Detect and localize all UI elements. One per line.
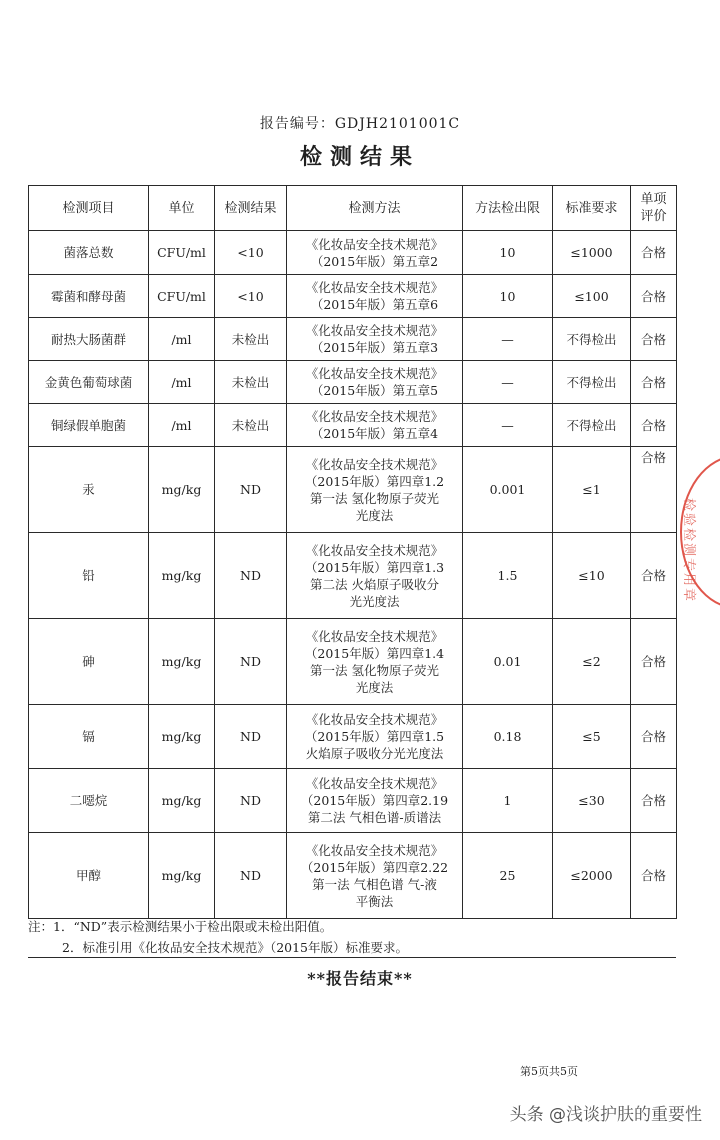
cell-method: 《化妆品安全技术规范》 （2015年版）第四章1.3 第二法 火焰原子吸收分 光光度法 bbox=[287, 533, 463, 619]
cell-unit: CFU/ml bbox=[149, 275, 215, 318]
note-line: 2．标准引用《化妆品安全技术规范》（2015年版）标准要求。 bbox=[62, 940, 409, 955]
cell-item: 铜绿假单胞菌 bbox=[29, 404, 149, 447]
table-row bbox=[29, 769, 677, 833]
cell-unit: mg/kg bbox=[149, 769, 215, 833]
cell-verdict: 合格 bbox=[631, 447, 677, 533]
watermark: 头条 @浅谈护肤的重要性 bbox=[509, 1105, 702, 1125]
cell-unit: mg/kg bbox=[149, 833, 215, 919]
column-header: 检测结果 bbox=[215, 186, 287, 231]
cell-verdict: 合格 bbox=[631, 833, 677, 919]
cell-method: 《化妆品安全技术规范》 （2015年版）第五章4 bbox=[287, 404, 463, 447]
table-row bbox=[29, 833, 677, 919]
column-header: 单位 bbox=[149, 186, 215, 231]
cell-verdict: 合格 bbox=[631, 275, 677, 318]
cell-item: 耐热大肠菌群 bbox=[29, 318, 149, 361]
cell-unit: /ml bbox=[149, 361, 215, 404]
cell-result: <10 bbox=[215, 231, 287, 275]
cell-unit: CFU/ml bbox=[149, 231, 215, 275]
cell-result: ND bbox=[215, 769, 287, 833]
cell-result: 未检出 bbox=[215, 318, 287, 361]
cell-result: ND bbox=[215, 447, 287, 533]
table-row bbox=[29, 533, 677, 619]
column-header: 方法检出限 bbox=[463, 186, 553, 231]
notes bbox=[28, 916, 676, 958]
cell-item: 霉菌和酵母菌 bbox=[29, 275, 149, 318]
cell-result: ND bbox=[215, 833, 287, 919]
cell-result: ND bbox=[215, 619, 287, 705]
cell-method: 《化妆品安全技术规范》 （2015年版）第四章2.22 第一法 气相色谱 气-液 平衡法 bbox=[287, 833, 463, 919]
cell-limit: — bbox=[463, 318, 553, 361]
cell-unit: mg/kg bbox=[149, 447, 215, 533]
cell-result: ND bbox=[215, 533, 287, 619]
cell-limit: 25 bbox=[463, 833, 553, 919]
cell-unit: /ml bbox=[149, 318, 215, 361]
cell-verdict: 合格 bbox=[631, 404, 677, 447]
cell-item: 二噁烷 bbox=[29, 769, 149, 833]
cell-limit: 0.18 bbox=[463, 705, 553, 769]
report-number: 报告编号：GDJH2101001C bbox=[259, 116, 461, 132]
cell-result: <10 bbox=[215, 275, 287, 318]
table-row bbox=[29, 361, 677, 404]
cell-item: 铅 bbox=[29, 533, 149, 619]
column-header: 单项 评价 bbox=[631, 186, 677, 231]
cell-method: 《化妆品安全技术规范》 （2015年版）第四章2.19 第二法 气相色谱-质谱法 bbox=[287, 769, 463, 833]
column-header: 检测项目 bbox=[29, 186, 149, 231]
cell-standard: ≤1 bbox=[553, 447, 631, 533]
cell-limit: 10 bbox=[463, 275, 553, 318]
cell-standard: ≤5 bbox=[553, 705, 631, 769]
table-row bbox=[29, 275, 677, 318]
divider bbox=[28, 957, 676, 958]
cell-item: 砷 bbox=[29, 619, 149, 705]
cell-unit: mg/kg bbox=[149, 533, 215, 619]
cell-result: 未检出 bbox=[215, 361, 287, 404]
column-header: 标准要求 bbox=[553, 186, 631, 231]
cell-verdict: 合格 bbox=[631, 318, 677, 361]
cell-method: 《化妆品安全技术规范》 （2015年版）第五章3 bbox=[287, 318, 463, 361]
table-row bbox=[29, 705, 677, 769]
cell-standard: ≤2 bbox=[553, 619, 631, 705]
seal-text: 检验检测专用章 bbox=[681, 498, 696, 604]
table-header-row bbox=[29, 186, 677, 231]
cell-method: 《化妆品安全技术规范》 （2015年版）第五章5 bbox=[287, 361, 463, 404]
results-table bbox=[28, 185, 677, 919]
cell-item: 汞 bbox=[29, 447, 149, 533]
cell-standard: 不得检出 bbox=[553, 404, 631, 447]
cell-standard: 不得检出 bbox=[553, 361, 631, 404]
cell-limit: 1.5 bbox=[463, 533, 553, 619]
cell-verdict: 合格 bbox=[631, 361, 677, 404]
cell-standard: ≤30 bbox=[553, 769, 631, 833]
page-number: 第5页共5页 bbox=[520, 1065, 578, 1078]
cell-method: 《化妆品安全技术规范》 （2015年版）第五章2 bbox=[287, 231, 463, 275]
cell-method: 《化妆品安全技术规范》 （2015年版）第四章1.4 第一法 氢化物原子荧光 光度法 bbox=[287, 619, 463, 705]
cell-limit: 0.01 bbox=[463, 619, 553, 705]
cell-result: 未检出 bbox=[215, 404, 287, 447]
cell-unit: mg/kg bbox=[149, 619, 215, 705]
cell-method: 《化妆品安全技术规范》 （2015年版）第五章6 bbox=[287, 275, 463, 318]
cell-unit: /ml bbox=[149, 404, 215, 447]
table-row bbox=[29, 404, 677, 447]
cell-verdict: 合格 bbox=[631, 619, 677, 705]
column-header: 检测方法 bbox=[287, 186, 463, 231]
table-row bbox=[29, 318, 677, 361]
note-line: 注：1．“ND”表示检测结果小于检出限或未检出阳值。 bbox=[28, 919, 333, 934]
cell-limit: 1 bbox=[463, 769, 553, 833]
cell-verdict: 合格 bbox=[631, 705, 677, 769]
cell-verdict: 合格 bbox=[631, 769, 677, 833]
cell-limit: 0.001 bbox=[463, 447, 553, 533]
cell-item: 金黄色葡萄球菌 bbox=[29, 361, 149, 404]
cell-limit: — bbox=[463, 404, 553, 447]
cell-limit: 10 bbox=[463, 231, 553, 275]
cell-standard: ≤100 bbox=[553, 275, 631, 318]
document-title: 检测结果 bbox=[299, 144, 420, 170]
cell-item: 菌落总数 bbox=[29, 231, 149, 275]
cell-limit: — bbox=[463, 361, 553, 404]
cell-standard: ≤10 bbox=[553, 533, 631, 619]
cell-method: 《化妆品安全技术规范》 （2015年版）第四章1.5 火焰原子吸收分光光度法 bbox=[287, 705, 463, 769]
cell-verdict: 合格 bbox=[631, 231, 677, 275]
report-end-mark: **报告结束** bbox=[307, 969, 413, 988]
cell-unit: mg/kg bbox=[149, 705, 215, 769]
table-row bbox=[29, 619, 677, 705]
cell-standard: 不得检出 bbox=[553, 318, 631, 361]
cell-method: 《化妆品安全技术规范》 （2015年版）第四章1.2 第一法 氢化物原子荧光 光度法 bbox=[287, 447, 463, 533]
cell-item: 甲醇 bbox=[29, 833, 149, 919]
table-row bbox=[29, 447, 677, 533]
cell-result: ND bbox=[215, 705, 287, 769]
cell-standard: ≤1000 bbox=[553, 231, 631, 275]
cell-item: 镉 bbox=[29, 705, 149, 769]
table-row bbox=[29, 231, 677, 275]
cell-standard: ≤2000 bbox=[553, 833, 631, 919]
cell-verdict: 合格 bbox=[631, 533, 677, 619]
